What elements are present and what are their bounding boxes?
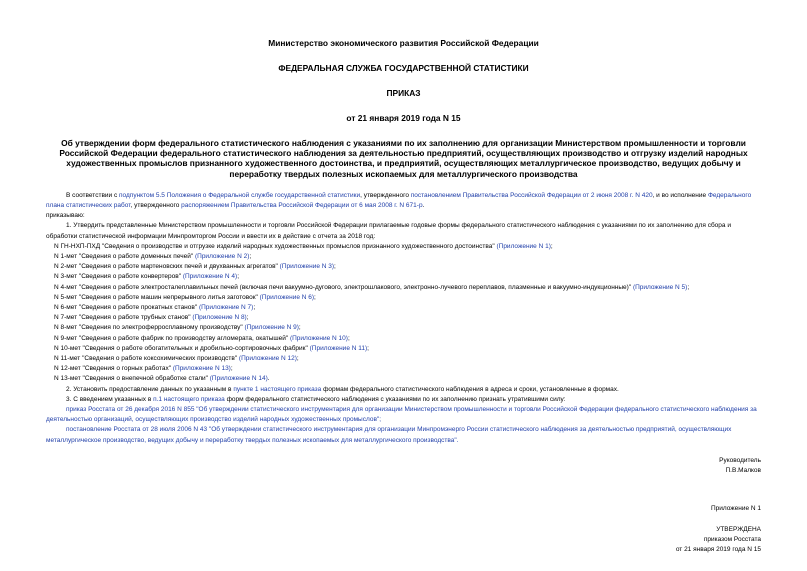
signature-name: П.В.Малков bbox=[725, 467, 761, 475]
service-heading: ФЕДЕРАЛЬНАЯ СЛУЖБА ГОСУДАРСТВЕННОЙ СТАТИСТИКИ bbox=[278, 63, 529, 73]
appendix-link[interactable]: (Приложение N 10) bbox=[289, 334, 348, 342]
form-end: ; bbox=[230, 365, 233, 373]
form-item bbox=[46, 252, 761, 262]
form-text: N 13-мет "Сведения о внепечной обработке стали" bbox=[54, 375, 210, 383]
form-item bbox=[46, 344, 761, 354]
item-3-text: форм федерального статистического наблюдения с указаниями по их заполнению признать утратившими силу: bbox=[224, 395, 566, 403]
item-3-text: 3. С введением указанных в bbox=[66, 395, 154, 403]
form-item bbox=[46, 283, 761, 293]
form-item bbox=[46, 293, 761, 303]
appendix-link[interactable]: (Приложение N 11) bbox=[309, 344, 368, 352]
form-text: N 1-мет "Сведения о работе доменных печей" bbox=[54, 253, 195, 261]
form-item bbox=[46, 323, 761, 333]
appendix-link[interactable]: (Приложение N 4) bbox=[182, 273, 238, 281]
form-text: N 11-мет "Сведения о работе коксохимических производств" bbox=[54, 355, 239, 363]
form-end: ; bbox=[237, 273, 240, 281]
form-item bbox=[46, 374, 761, 384]
form-item bbox=[46, 242, 761, 252]
link-government-order[interactable]: распоряжением Правительства Российской Федерации от 6 мая 2008 г. N 671-р bbox=[181, 202, 423, 210]
preamble-text: , утвержденного bbox=[130, 202, 182, 210]
form-item bbox=[46, 364, 761, 374]
form-text: N ГН-НХП-ПХД "Сведения о производстве и отгрузке изделий народных художественных промыслов признанного художественного достоинства" bbox=[54, 242, 497, 250]
form-text: N 9-мет "Сведения о работе фабрик по производству агломерата, окатышей" bbox=[54, 334, 290, 342]
form-text: N 6-мет "Сведения о работе прокатных станов" bbox=[54, 304, 199, 312]
document-title: Об утверждении форм федерального статистического наблюдения с указаниями по их заполнению для организации Министерством промышленности и торговли Российской Федерации федерального статистического наблюдения за деятельностью предприятий, осуществляющих производство и отгрузку изделий народных художественных промыслов признанного художественного достоинства, и предприятий, осуществляющих металлургическое производство, ведущих добычу и переработку твердых полезных ископаемых для металлургического производства bbox=[59, 138, 748, 179]
link-item-1-short[interactable]: п.1 настоящего приказа bbox=[153, 395, 225, 403]
preamble bbox=[46, 191, 761, 211]
appendix-link[interactable]: (Приложение N 8) bbox=[192, 314, 247, 322]
form-end: ; bbox=[246, 314, 249, 322]
form-end: . bbox=[267, 375, 270, 383]
form-end: ; bbox=[296, 355, 299, 363]
form-text: N 3-мет "Сведения о работе конвертеров" bbox=[54, 273, 183, 281]
form-text: N 4-мет "Сведения о работе электросталеплавильных печей (включая печи вакуумно-дугового, электрошлакового, электронно-лучевого переплавов, плазменные и вакуумно-индукционные)" bbox=[54, 283, 633, 291]
form-text: N 10-мет "Сведения о работе обогатительных и дробильно-сортировочных фабрик" bbox=[54, 344, 310, 352]
form-item bbox=[46, 334, 761, 344]
form-item bbox=[46, 313, 761, 323]
repealed-item bbox=[46, 405, 761, 425]
form-item bbox=[46, 303, 761, 313]
form-item bbox=[46, 272, 761, 282]
link-federal-plan[interactable]: Федерального плана статистических работ bbox=[46, 191, 752, 210]
item-2 bbox=[46, 385, 761, 395]
link-repealed-decree-43[interactable]: постановление Росстата от 28 июля 2006 N 43 "Об утверждении статистического инструментария для организации Минпромэнерго России статистического наблюдения за деятельностью предприятий, осуществляющих металлургическое производство, ведущих добычу и переработку твердых полезных ископаемых для металлургического производства". bbox=[46, 426, 732, 444]
link-regulation[interactable]: подпунктом 5.5 Положения о Федеральной службе государственной статистики bbox=[119, 191, 361, 199]
document-date: от 21 января 2019 года N 15 bbox=[346, 113, 461, 123]
form-end: ; bbox=[298, 324, 301, 332]
form-end: ; bbox=[687, 283, 690, 291]
appendix-link[interactable]: (Приложение N 12) bbox=[238, 355, 297, 363]
appendix-link[interactable]: (Приложение N 1) bbox=[496, 242, 551, 250]
appendix-link[interactable]: (Приложение N 7) bbox=[198, 304, 254, 312]
signature-block bbox=[46, 456, 761, 476]
forms-list bbox=[46, 242, 761, 385]
appendix-link[interactable]: (Приложение N 6) bbox=[259, 293, 315, 301]
document-type: ПРИКАЗ bbox=[386, 88, 421, 98]
preamble-text: . bbox=[422, 202, 425, 210]
document-body bbox=[46, 191, 761, 555]
form-end: ; bbox=[550, 242, 553, 250]
approval-date: от 21 января 2019 года N 15 bbox=[675, 545, 761, 553]
order-word: приказываю: bbox=[46, 212, 85, 220]
link-repealed-order-855[interactable]: приказ Росстата от 26 декабря 2016 N 855 "Об утверждении статистического инструментария для организации Министерством промышленности и торговли Российской Федерации федерального статистического наблюдения за деятельностью организаций, осуществляющих производство изделий народных художественных промыслов"; bbox=[46, 406, 757, 424]
preamble-text: , и во исполнение bbox=[652, 191, 708, 199]
appendix-link[interactable]: (Приложение N 9) bbox=[244, 324, 299, 332]
form-text: N 2-мет "Сведения о работе мартеновских печей и двухванных агрегатов" bbox=[54, 263, 280, 271]
item-1: 1. Утвердить представленные Министерством промышленности и торговли Российской Федерации прилагаемые годовые формы федерального статистического наблюдения с указаниями по их заполнению для сбора и обработки статистической информации Минпромторгом России и ввести их в действие с отчета за 2018 год: bbox=[46, 222, 731, 240]
approval-by: приказом Росстата bbox=[703, 535, 761, 543]
form-end: ; bbox=[253, 304, 256, 312]
signature-role: Руководитель bbox=[719, 456, 761, 464]
approval-block bbox=[46, 525, 761, 556]
form-text: N 8-мет "Сведения по электроферросплавному производству" bbox=[54, 324, 245, 332]
appendix-label: Приложение N 1 bbox=[710, 505, 761, 513]
form-item bbox=[46, 262, 761, 272]
approval-word: УТВЕРЖДЕНА bbox=[716, 525, 761, 533]
repealed-item bbox=[46, 425, 761, 445]
form-end: ; bbox=[334, 263, 336, 271]
link-government-decree[interactable]: постановлением Правительства Российской Федерации от 2 июня 2008 г. N 420 bbox=[410, 191, 653, 199]
form-text: N 12-мет "Сведения о горных работах" bbox=[54, 365, 173, 373]
link-item-1[interactable]: пункте 1 настоящего приказа bbox=[233, 385, 322, 393]
form-end: ; bbox=[314, 293, 316, 301]
appendix-link[interactable]: (Приложение N 13) bbox=[172, 365, 231, 373]
item-2-text: формам федерального статистического наблюдения в адреса и сроки, установленные в формах. bbox=[321, 385, 619, 393]
ministry-heading: Министерство экономического развития Российской Федерации bbox=[268, 38, 539, 48]
form-item bbox=[46, 354, 761, 364]
preamble-text: В соответствии с bbox=[66, 191, 120, 199]
appendix-link[interactable]: (Приложение N 5) bbox=[632, 283, 688, 291]
item-3 bbox=[46, 395, 761, 405]
form-end: ; bbox=[249, 253, 252, 261]
form-text: N 5-мет "Сведения о работе машин непрерывного литья заготовок" bbox=[54, 293, 260, 301]
appendix-link[interactable]: (Приложение N 3) bbox=[279, 263, 335, 271]
appendix-link[interactable]: (Приложение N 2) bbox=[194, 253, 250, 261]
preamble-text: , утвержденного bbox=[360, 191, 411, 199]
item-2-text: 2. Установить предоставление данных по указанным в bbox=[66, 385, 234, 393]
appendix-link[interactable]: (Приложение N 14) bbox=[209, 375, 268, 383]
form-end: ; bbox=[347, 334, 350, 342]
form-end: ; bbox=[367, 344, 369, 352]
form-text: N 7-мет "Сведения о работе трубных станов" bbox=[54, 314, 193, 322]
